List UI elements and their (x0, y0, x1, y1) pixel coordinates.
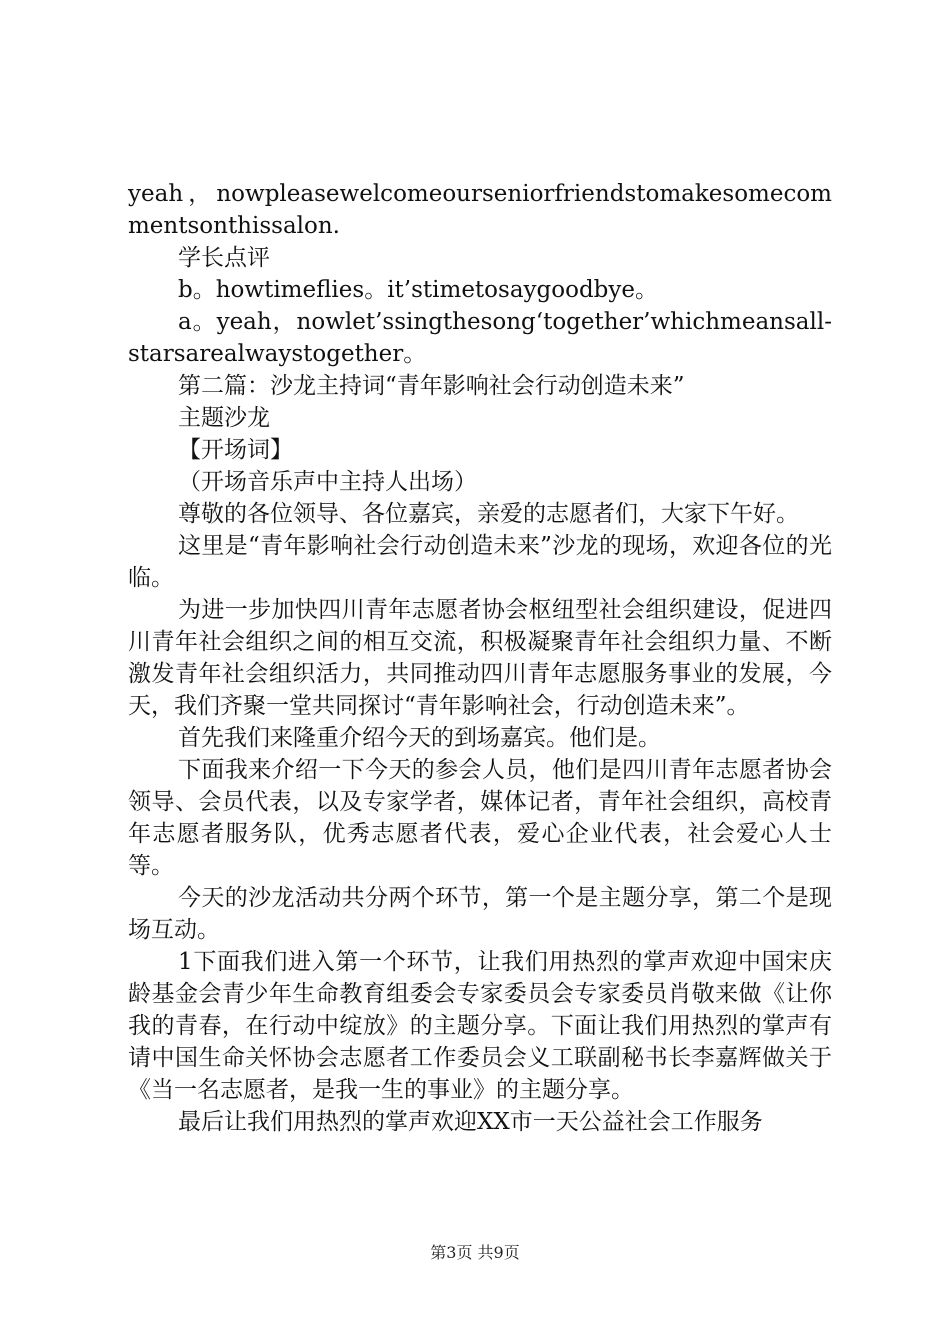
paragraph-first-session: 1下面我们进入第一个环节，让我们用热烈的掌声欢迎中国宋庆龄基金会青少年生命教育组委会专家委员会专家委员肖敬来做《让你我的青春，在行动中绽放》的主题分享。下面让我们用热烈的掌声有请中国生命关怀协会志愿者工作委员会义工联副秘书长李嘉辉做关于《当一名志愿者，是我一生的事业》的主题分享。 (128, 949, 832, 1103)
paragraph-greeting: 尊敬的各位领导、各位嘉宾，亲爱的志愿者们，大家下午好。 (178, 501, 799, 527)
section-heading: 第二篇：沙龙主持词“青年影响社会行动创造未来” (178, 373, 685, 399)
paragraph-purpose: 为进一步加快四川青年志愿者协会枢纽型社会组织建设，促进四川青年社会组织之间的相互交流，积极凝聚青年社会组织力量、不断激发青年社会组织活力，共同推动四川青年志愿服务事业的发展，今天，我们齐聚一堂共同探讨“青年影响社会，行动创造未来”。 (128, 597, 832, 719)
paragraph-theme-salon: 主题沙龙 (178, 405, 270, 431)
paragraph-senior-comment: 学长点评 (178, 245, 270, 271)
page-number-footer: 第3页 共9页 (430, 1243, 520, 1262)
paragraph-song: a。yeah，nowlet’ssingthesong‘together’whichmeansall-starsarealwaystogether。 (128, 309, 832, 367)
paragraph-goodbye: b。howtimeflies。it’stimetosaygoodbye。 (178, 277, 659, 303)
document-body (128, 178, 832, 1138)
paragraph-guests: 首先我们来隆重介绍今天的到场嘉宾。他们是。 (178, 725, 661, 751)
paragraph-agenda: 今天的沙龙活动共分两个环节，第一个是主题分享，第二个是现场互动。 (128, 885, 832, 943)
paragraph-final-welcome: 最后让我们用热烈的掌声欢迎XX市一天公益社会工作服务 (178, 1109, 763, 1135)
paragraph-stage-direction: （开场音乐声中主持人出场） (178, 469, 477, 495)
paragraph-opening-title: 【开场词】 (178, 437, 293, 463)
paragraph-attendees: 下面我来介绍一下今天的参会人员，他们是四川青年志愿者协会领导、会员代表，以及专家学者，媒体记者，青年社会组织，高校青年志愿者服务队，优秀志愿者代表，爱心企业代表，社会爱心人士等。 (128, 757, 832, 879)
paragraph-english-invite: yeah，nowpleasewelcomeourseniorfriendstomakesomecommentsonthissalon. (128, 181, 832, 239)
paragraph-welcome: 这里是“青年影响社会行动创造未来”沙龙的现场，欢迎各位的光临。 (128, 533, 832, 591)
